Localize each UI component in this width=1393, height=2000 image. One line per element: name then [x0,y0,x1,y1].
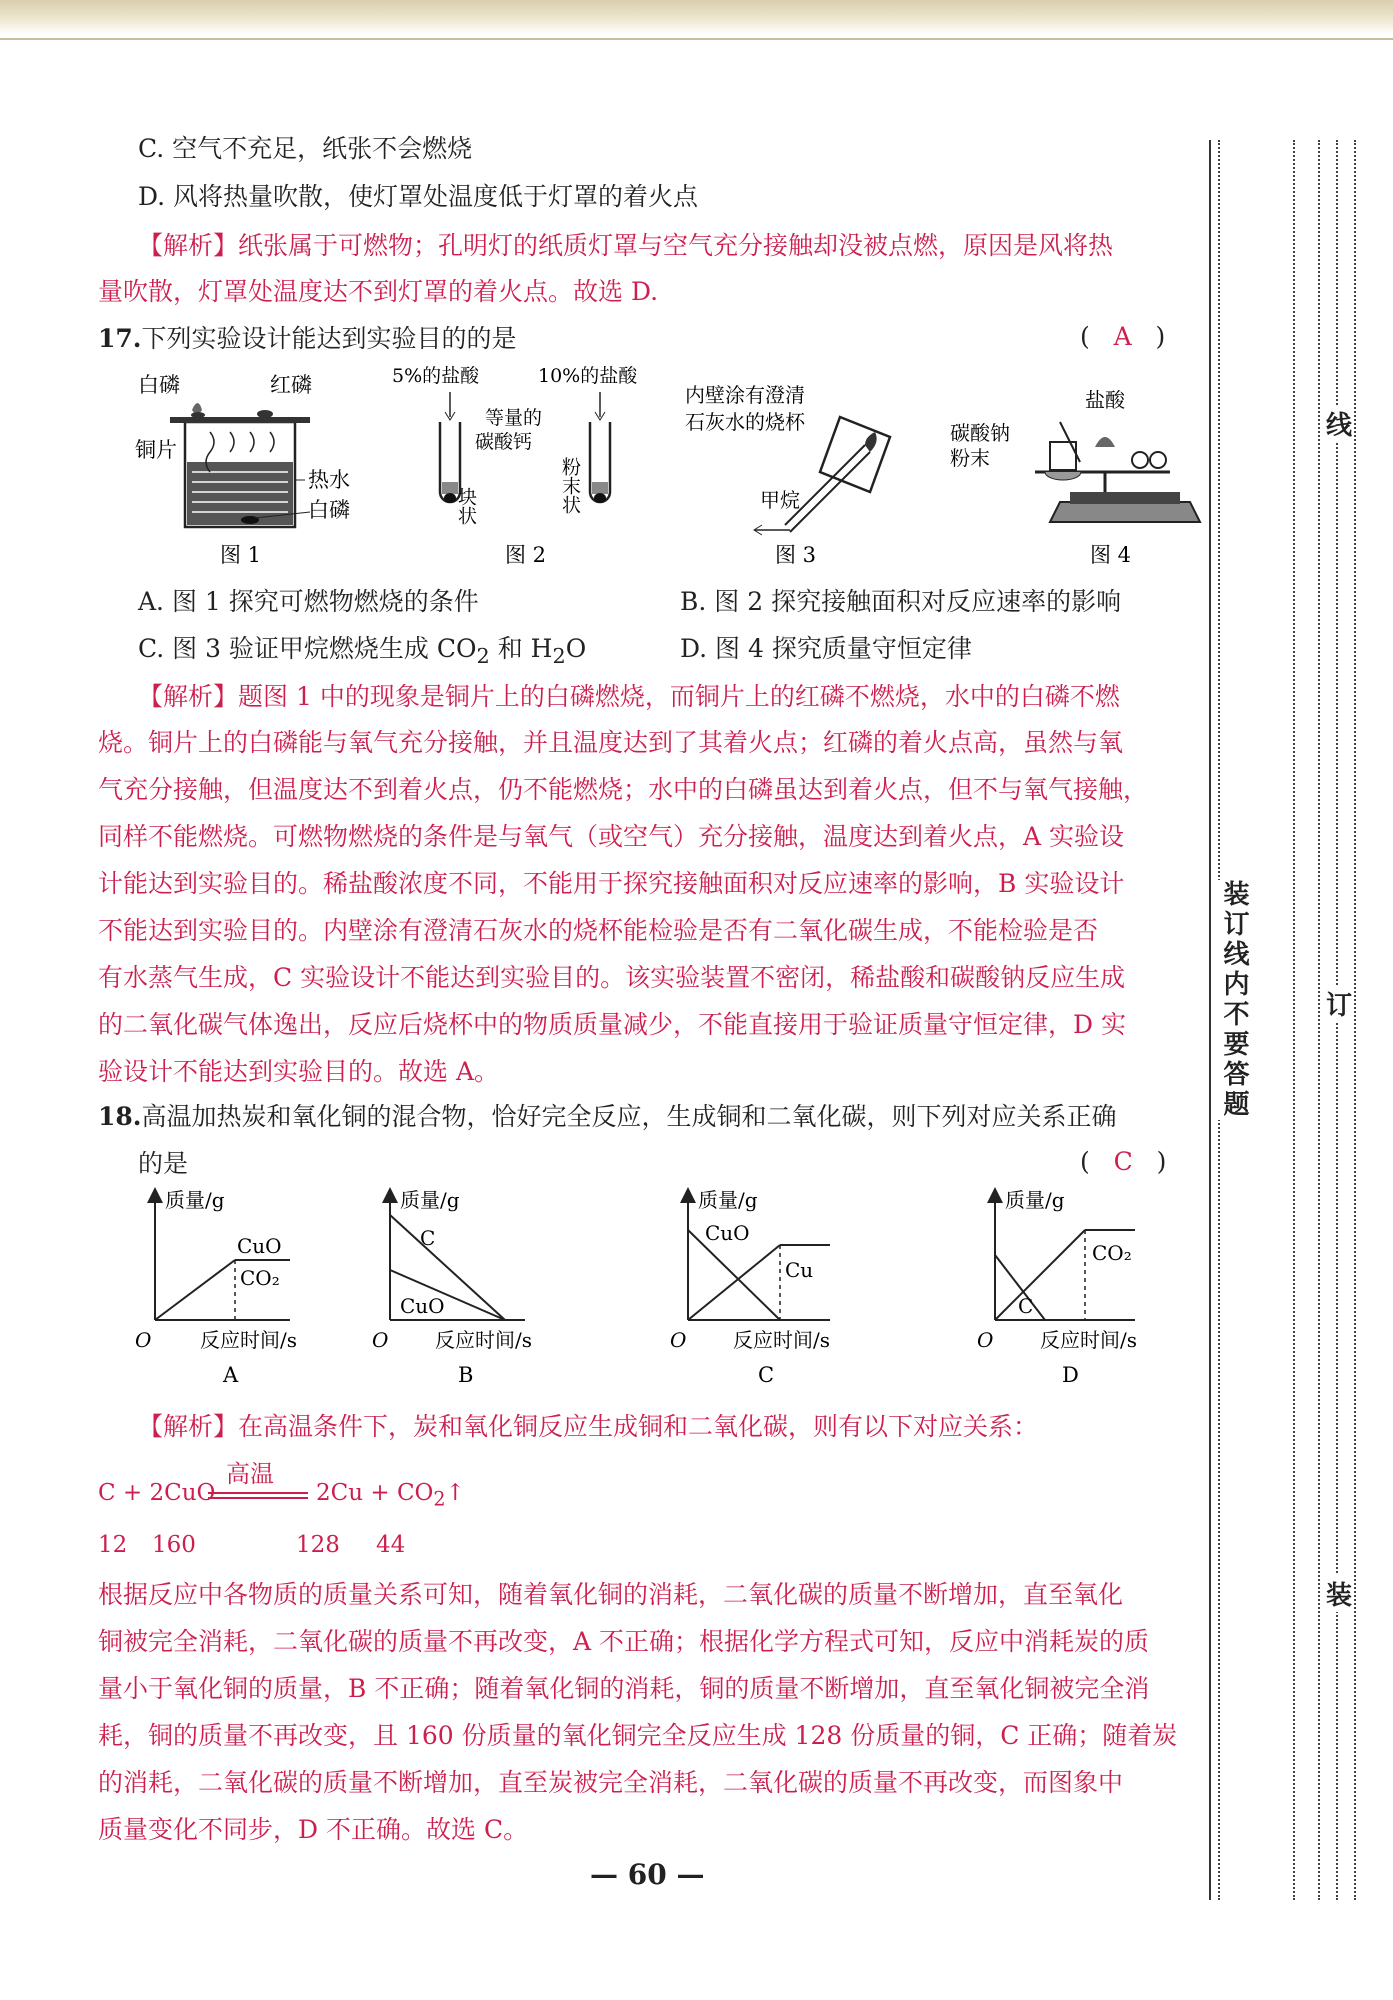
q18-stem-2: 的是 [138,1149,189,1178]
q17-stem [98,322,517,356]
series-label-b-1: C [420,1226,436,1250]
q17-number: 17. [98,324,142,353]
eq-right-text: 2Cu + CO [316,1480,434,1506]
origin-d: O [977,1328,994,1352]
q18-analysis-line-2: 铜被完全消耗，二氧化碳的质量不再改变，A 不正确；根据化学方程式可知，反应中消耗炭的质 [98,1627,1150,1656]
figure-4 [950,388,1200,567]
eq-right [316,1480,465,1511]
xlabel-a: 反应时间/s [200,1328,298,1352]
origin-a: O [135,1328,152,1352]
xlabel-c: 反应时间/s [733,1328,831,1352]
eq-left: C + 2CuO [98,1480,216,1506]
label-acid-10: 10%的盐酸 [538,365,638,387]
label-acid-5: 5%的盐酸 [392,365,480,387]
label-white-phosphorus: 白磷 [138,373,180,397]
q17-analysis-line-1 [138,680,1120,714]
q17-option-a: A. 图 1 探究可燃物燃烧的条件 [138,587,479,616]
opt-c-post: O [565,634,587,663]
q17-answer: A [1113,322,1132,351]
q17-option-c [138,632,586,673]
binding-dotline-5 [1354,140,1356,1900]
series-label-a-2: CO₂ [240,1266,280,1290]
label-equal: 等量的 [485,407,543,429]
figure-1 [135,373,350,567]
caption-fig3: 图 3 [775,543,817,567]
eq-mass-c: 12 [98,1532,128,1558]
eq-line-1 [208,1492,308,1494]
q17-answer-box: ( A ) [1080,322,1166,351]
label-beaker-1: 内壁涂有澄清 [685,383,805,407]
q18-analysis-line-1: 根据反应中各物质的质量关系可知，随着氧化铜的消耗，二氧化碳的质量不断增加，直至氧化 [98,1580,1124,1609]
q18-analysis-intro [138,1410,1038,1444]
q16-option-d: D. 风将热量吹散，使灯罩处温度低于灯罩的着火点 [138,182,699,211]
figure-3 [685,383,890,567]
analysis-tag: 【解析】 [138,682,239,711]
xlabel-d: 反应时间/s [1040,1328,1138,1352]
graph-letter-b: B [458,1363,474,1387]
series-label-d-1: CO₂ [1092,1241,1132,1265]
q17-analysis-line-7: 有水蒸气生成，C 实验设计不能达到实验目的。该实验装置不密闭，稀盐酸和碳酸钠反应生成 [98,963,1126,992]
label-na2co3-1: 碳酸钠 [950,421,1010,445]
xlabel-b: 反应时间/s [435,1328,533,1352]
caption-fig4: 图 4 [1090,543,1132,567]
label-white-phosphorus-water: 白磷 [308,498,350,522]
eq-condition: 高温 [226,1460,274,1488]
analysis-tag: 【解析】 [138,231,239,260]
ylabel-b: 质量/g [400,1188,460,1212]
q18-analysis-line-5: 的消耗，二氧化碳的质量不断增加，直至炭被完全消耗，二氧化碳的质量不再改变，而图象中 [98,1768,1124,1797]
q17-stem-text: 下列实验设计能达到实验目的的是 [141,324,517,353]
series-label-d-2: C [1018,1294,1034,1318]
ylabel-a: 质量/g [165,1188,225,1212]
q16-analysis-text: 纸张属于可燃物；孔明灯的纸质灯罩与空气充分接触却没被点燃，原因是风将热 [238,231,1114,260]
graph-d [977,1188,1137,1387]
q18-analysis-line-4: 耗，铜的质量不再改变，且 160 份质量的氧化铜完全反应生成 128 份质量的铜，C 正确；随着炭 [98,1721,1178,1750]
h2o-subscript: 2 [552,644,566,668]
q17-analysis-line-8: 的二氧化碳气体逸出，反应后烧杯中的物质质量减少，不能直接用于验证质量守恒定律，D 实 [98,1010,1126,1039]
eq-mass-cu: 128 [296,1532,340,1558]
opt-c-mid: 和 H [489,634,553,663]
q18-answer: C [1113,1147,1133,1176]
q16-analysis-line-1 [138,229,1113,263]
q17-analysis-line-5: 计能达到实验目的。稀盐酸浓度不同，不能用于探究接触面积对反应速率的影响，B 实验设计 [98,869,1125,898]
binding-char-zhuang: 装 [1326,1575,1352,1612]
caption-fig2: 图 2 [505,543,547,567]
ylabel-c: 质量/g [698,1188,758,1212]
co2-subscript: 2 [476,644,490,668]
q17-analysis-line-9: 验设计不能达到实验目的。故选 A。 [98,1057,500,1086]
q17-analysis-text: 题图 1 中的现象是铜片上的白磷燃烧，而铜片上的红磷不燃烧，水中的白磷不燃 [238,682,1120,711]
q17-analysis-line-2: 烧。铜片上的白磷能与氧气充分接触，并且温度达到了其着火点；红磷的着火点高，虽然与氧 [98,728,1124,757]
q17-analysis-line-3: 气充分接触，但温度达不到着火点，仍不能燃烧；水中的白磷虽达到着火点，但不与氧气接触， [98,775,1149,804]
origin-c: O [670,1328,687,1352]
q18-analysis-intro-text: 在高温条件下，炭和氧化铜反应生成铜和二氧化碳，则有以下对应关系： [238,1412,1039,1441]
label-na2co3-2: 粉末 [950,446,990,470]
q18-analysis-line-6: 质量变化不同步，D 不正确。故选 C。 [98,1815,529,1844]
label-hot-water: 热水 [308,468,350,492]
q17-option-d: D. 图 4 探究质量守恒定律 [680,634,972,663]
eq-mass-cuo: 160 [152,1532,196,1558]
label-red-phosphorus: 红磷 [270,373,312,397]
binding-char-xian: 线 [1326,405,1352,442]
graph-b [372,1188,532,1387]
label-copper: 铜片 [135,438,177,462]
top-rule [0,38,1393,40]
chemical-equation [98,1460,498,1520]
eq-mass-co2: 44 [376,1532,406,1558]
caption-fig1: 图 1 [220,543,262,567]
q16-analysis-line-2: 量吹散，灯罩处温度达不到灯罩的着火点。故选 D. [98,277,659,306]
label-beaker-2: 石灰水的烧杯 [685,410,805,434]
label-powder: 粉末状 [559,457,581,514]
q18-stem-1 [98,1100,1117,1134]
binding-dotline-3 [1318,140,1320,1900]
series-label-a-1: CuO [237,1234,282,1258]
page-number: — 60 — [590,1858,705,1891]
graph-c [670,1188,830,1387]
series-label-b-2: CuO [400,1294,445,1318]
origin-b: O [372,1328,389,1352]
q17-analysis-line-6: 不能达到实验目的。内壁涂有澄清石灰水的烧杯能检验是否有二氧化碳生成，不能检验是否 [98,916,1099,945]
label-methane: 甲烷 [760,488,800,512]
opt-c-text: C. 图 3 验证甲烷燃烧生成 CO [138,634,477,663]
q18-graphs [135,1185,1180,1390]
label-acid-fig4: 盐酸 [1085,388,1125,412]
series-label-c-1: CuO [705,1221,750,1245]
q16-option-c: C. 空气不充足，纸张不会燃烧 [138,134,473,163]
graph-letter-d: D [1062,1363,1079,1387]
gas-arrow: ↑ [445,1480,465,1506]
q17-figures [130,362,1180,577]
eq-subscript: 2 [433,1487,446,1511]
q18-analysis-line-3: 量小于氧化铜的质量，B 不正确；随着氧化铜的消耗，铜的质量不断增加，直至氧化铜被完全消 [98,1674,1150,1703]
graph-letter-c: C [758,1363,775,1387]
q18-answer-box: ( C ) [1080,1147,1167,1176]
series-label-c-2: Cu [785,1258,814,1282]
eq-line-2 [208,1497,308,1499]
binding-dotline-2 [1293,140,1295,1900]
graph-letter-a: A [223,1363,239,1387]
binding-note: 装订线内不要答题 [1213,880,1253,1120]
q18-stem-text: 高温加热炭和氧化铜的混合物，恰好完全反应，生成铜和二氧化碳，则下列对应关系正确 [141,1102,1117,1131]
q18-number: 18. [98,1102,142,1131]
top-band [0,0,1393,34]
binding-solid-line [1209,140,1211,1900]
q17-analysis-line-4: 同样不能燃烧。可燃物燃烧的条件是与氧气（或空气）充分接触，温度达到着火点，A 实验设 [98,822,1125,851]
analysis-tag: 【解析】 [138,1412,239,1441]
q17-option-b: B. 图 2 探究接触面积对反应速率的影响 [680,587,1122,616]
graph-a [135,1188,297,1387]
label-block: 块状 [455,487,477,525]
label-caco3: 碳酸钙 [475,431,533,453]
figure-2 [392,365,638,567]
binding-char-ding: 订 [1326,985,1352,1022]
ylabel-d: 质量/g [1005,1188,1065,1212]
